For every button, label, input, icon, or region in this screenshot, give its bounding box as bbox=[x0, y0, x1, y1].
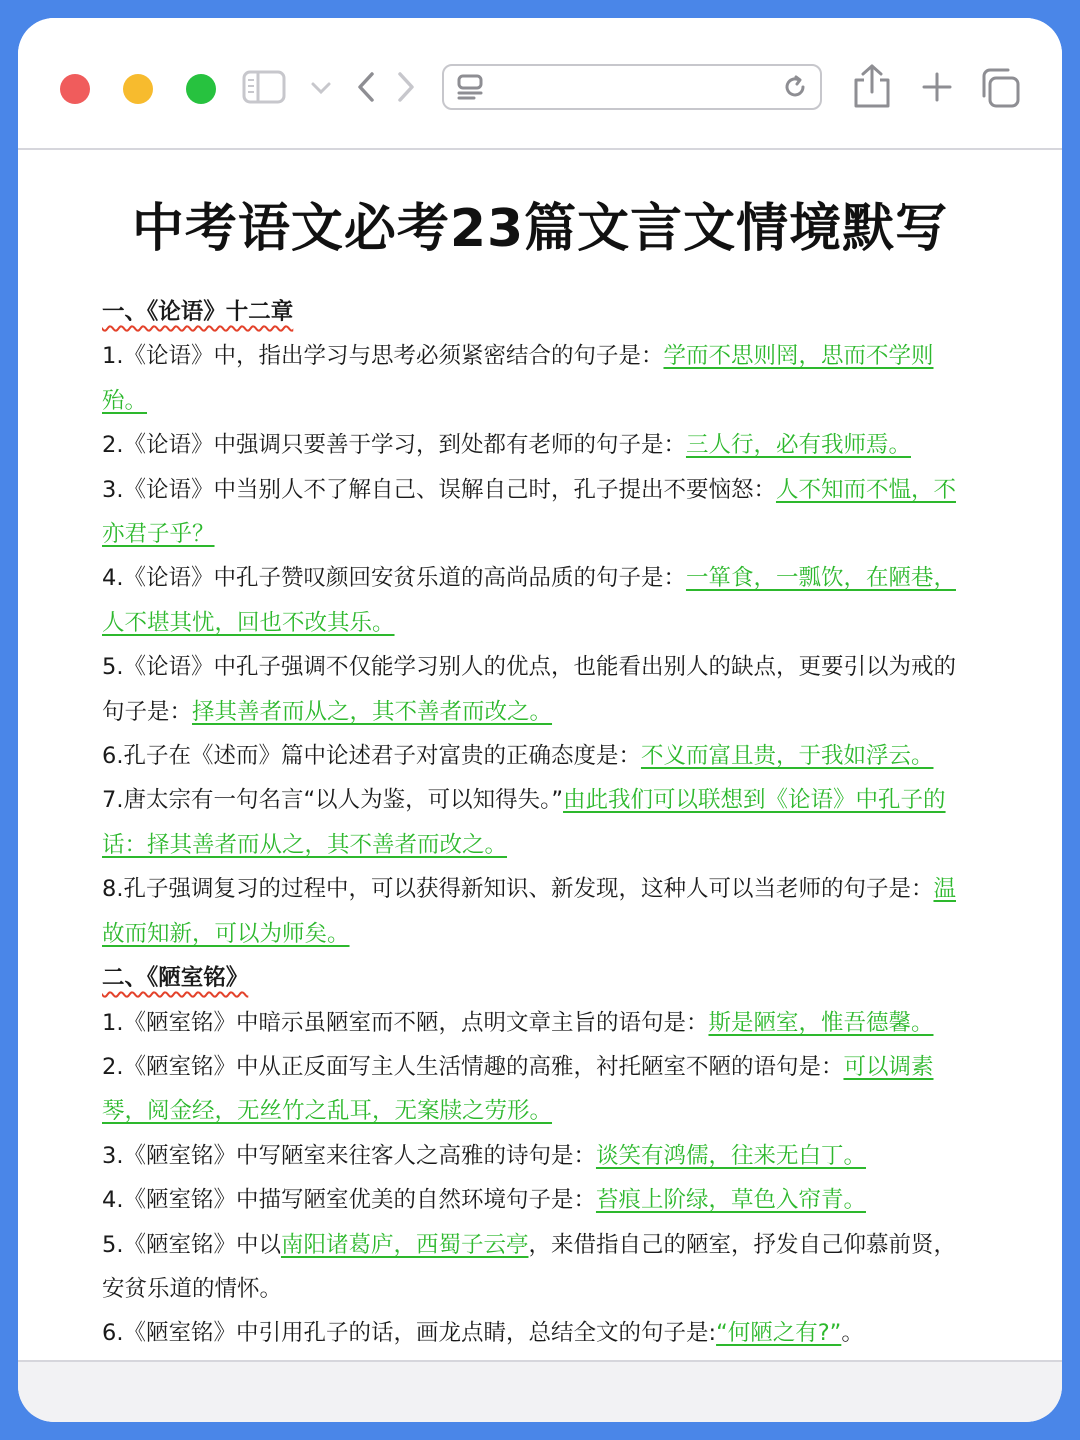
reload-icon[interactable] bbox=[782, 74, 808, 100]
section-heading-loushiming: 二、《陋室铭》 bbox=[102, 965, 249, 992]
forward-icon[interactable] bbox=[394, 70, 418, 104]
list-item: 5.《论语》中孔子强调不仅能学习别人的优点，也能看出别人的缺点，更要引以为戒的句子是：择其善者而从之，其不善者而改之。 bbox=[102, 654, 956, 725]
tabs-icon[interactable] bbox=[978, 66, 1022, 110]
section-heading-lunyu: 一、《论语》十二章 bbox=[102, 299, 294, 325]
list-item: 7.唐太宗有一句名言“以人为鉴，可以知得失。”由此我们可以联想到《论语》中孔子的话：择其善者而从之，其不善者而改之。 bbox=[102, 787, 946, 858]
minimize-dot[interactable] bbox=[123, 74, 153, 104]
list-item: 4.《陋室铭》中描写陋室优美的自然环境句子是：苔痕上阶绿，草色入帘青。 bbox=[102, 1187, 866, 1214]
browser-footer bbox=[18, 1360, 1062, 1422]
list-item: 3.《论语》中当别人不了解自己、误解自己时，孔子提出不要恼怒：人不知而不愠，不亦君子乎？ bbox=[102, 476, 956, 548]
browser-toolbar bbox=[18, 18, 1062, 150]
close-dot[interactable] bbox=[60, 74, 90, 104]
sidebar-icon[interactable] bbox=[242, 70, 286, 104]
share-icon[interactable] bbox=[850, 62, 894, 110]
list-item: 1.《论语》中，指出学习与思考必须紧密结合的句子是：学而不思则罔，思而不学则殆。 bbox=[102, 343, 934, 414]
document-body bbox=[102, 290, 968, 1356]
page-icon bbox=[456, 74, 486, 100]
plus-icon[interactable] bbox=[922, 72, 952, 102]
list-item: 5.《陋室铭》中以南阳诸葛庐，西蜀子云亭，来借指自己的陋室，抒发自己仰慕前贤，安贫乐道的情怀。 bbox=[102, 1231, 956, 1302]
list-item: 4.《论语》中孔子赞叹颜回安贫乐道的高尚品质的句子是：一箪食，一瓢饮，在陋巷，人不堪其忧，回也不改其乐。 bbox=[102, 565, 956, 636]
zoom-dot[interactable] bbox=[186, 74, 216, 104]
list-item: 2.《陋室铭》中从正反面写主人生活情趣的高雅，衬托陋室不陋的语句是：可以调素琴，阅金经，无丝竹之乱耳，无案牍之劳形。 bbox=[102, 1053, 934, 1125]
list-item: 6.孔子在《述而》篇中论述君子对富贵的正确态度是：不义而富且贵，于我如浮云。 bbox=[102, 743, 934, 770]
document-content bbox=[18, 150, 1062, 1360]
list-item: 1.《陋室铭》中暗示虽陋室而不陋，点明文章主旨的语句是：斯是陋室，惟吾德馨。 bbox=[102, 1009, 934, 1036]
chevron-down-icon[interactable] bbox=[310, 80, 332, 96]
back-icon[interactable] bbox=[354, 70, 378, 104]
list-item: 6.《陋室铭》中引用孔子的话，画龙点睛，总结全文的句子是:“何陋之有?”。 bbox=[102, 1320, 864, 1347]
list-item: 8.孔子强调复习的过程中，可以获得新知识、新发现，这种人可以当老师的句子是：温故而知新，可以为师矣。 bbox=[102, 876, 956, 947]
list-item: 3.《陋室铭》中写陋室来往客人之高雅的诗句是：谈笑有鸿儒，往来无白丁。 bbox=[102, 1142, 866, 1169]
list-item: 2.《论语》中强调只要善于学习，到处都有老师的句子是：三人行，必有我师焉。 bbox=[102, 432, 911, 459]
browser-window bbox=[18, 18, 1062, 1422]
page-title: 中考语文必考23篇文言文情境默写 bbox=[131, 199, 949, 259]
address-bar[interactable] bbox=[442, 64, 822, 110]
